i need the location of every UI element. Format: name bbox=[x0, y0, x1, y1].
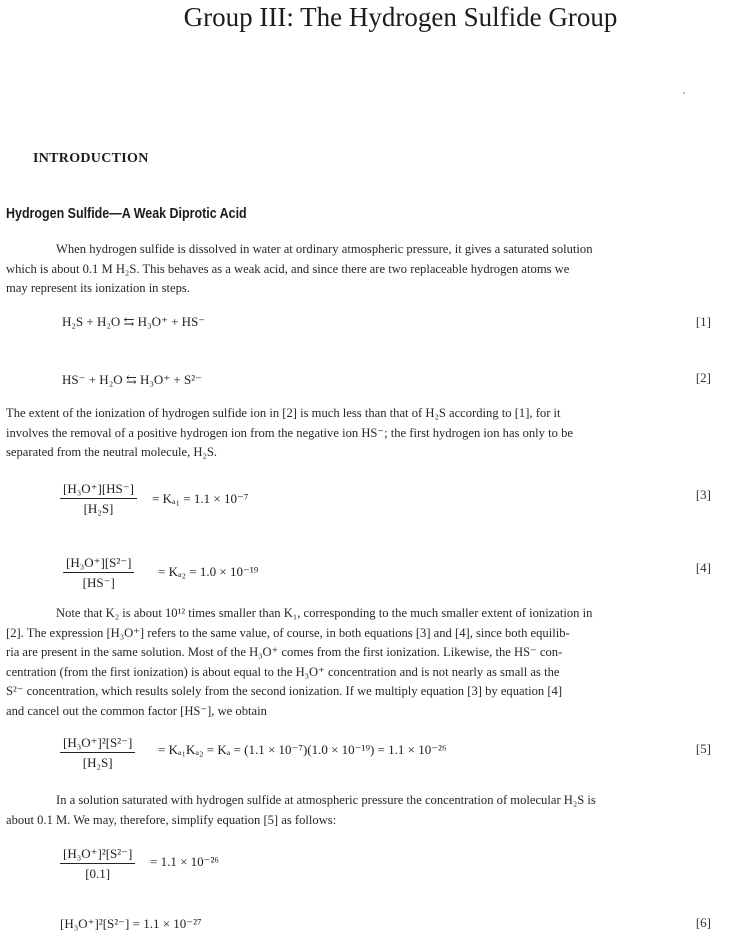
paragraph-line: When hydrogen sulfide is dissolved in water at ordinary atmospheric pressure, it gives a saturated solution bbox=[56, 242, 593, 256]
paragraph-2 bbox=[6, 404, 711, 463]
paragraph-3 bbox=[6, 604, 711, 721]
fraction-bar bbox=[63, 572, 134, 573]
equation-5b-rhs: = 1.1 × 10⁻²⁶ bbox=[150, 854, 219, 869]
paragraph-line: [2]. The expression [H₃O⁺] refers to the same value, of course, in both equations [3] and [4], since both equilib- bbox=[6, 625, 570, 640]
equation-5-numerator: [H₃O⁺]²[S²⁻] bbox=[63, 735, 133, 750]
equation-6-tag: [6] bbox=[695, 915, 711, 930]
paragraph-line: In a solution saturated with hydrogen sulfide at atmospheric pressure the concentration of molecular H₂S is bbox=[56, 793, 596, 807]
paragraph-1 bbox=[6, 240, 711, 299]
equation-5b-denominator: [0.1] bbox=[85, 866, 111, 881]
paragraph-line: and cancel out the common factor [HS⁻], we obtain bbox=[6, 703, 267, 718]
page-title: Group III: The Hydrogen Sulfide Group bbox=[183, 2, 618, 32]
equation-4-tag: [4] bbox=[695, 560, 711, 575]
paragraph-line: about 0.1 M. We may, therefore, simplify equation [5] as follows: bbox=[6, 812, 337, 827]
paragraph-line: involves the removal of a positive hydrogen ion from the negative ion HS⁻; the first hydrogen ion has only to be bbox=[6, 425, 573, 440]
equation-3-fraction bbox=[60, 481, 137, 517]
equation-5-rhs: = Kₐ₁Kₐ₂ = Kₐ = (1.1 × 10⁻⁷)(1.0 × 10⁻¹⁹) = 1.1 × 10⁻²⁶ bbox=[158, 742, 447, 757]
paragraph-line: S²⁻ concentration, which results solely from the second ionization. If we multiply equation [3] by equation [4] bbox=[6, 684, 563, 698]
equation-5-denominator: [H₂S] bbox=[82, 755, 113, 770]
paragraph-line: ria are present in the same solution. Most of the H₃O⁺ comes from the first ionization. Likewise, the HS⁻ con- bbox=[6, 645, 563, 659]
paragraph-line: separated from the neutral molecule, H₂S. bbox=[6, 445, 218, 459]
equation-1-tag: [1] bbox=[695, 314, 711, 329]
equation-5-tag: [5] bbox=[695, 741, 711, 756]
equation-5-fraction bbox=[60, 735, 135, 771]
scan-speck bbox=[683, 92, 685, 94]
paragraph-line: The extent of the ionization of hydrogen sulfide ion in [2] is much less than that of H₂S according to [1], for it bbox=[6, 406, 561, 420]
equation-6: [H₃O⁺]²[S²⁻] = 1.1 × 10⁻²⁷ bbox=[60, 916, 202, 931]
equation-3-numerator: [H₃O⁺][HS⁻] bbox=[63, 481, 134, 496]
fraction-bar bbox=[60, 863, 135, 864]
fraction-bar bbox=[60, 752, 135, 753]
equation-2-tag: [2] bbox=[695, 370, 711, 385]
equation-3-denominator: [H₂S] bbox=[83, 501, 114, 516]
equation-4-denominator: [HS⁻] bbox=[82, 575, 115, 590]
paragraph-line: which is about 0.1 M H₂S. This behaves as a weak acid, and since there are two replaceable hydrogen atoms we bbox=[6, 261, 570, 276]
fraction-bar bbox=[60, 498, 137, 499]
equation-5b-fraction bbox=[60, 846, 135, 882]
subsection-heading: Hydrogen Sulfide—A Weak Diprotic Acid bbox=[6, 206, 247, 222]
paragraph-line: may represent its ionization in steps. bbox=[6, 281, 190, 295]
section-heading: INTRODUCTION bbox=[33, 151, 149, 166]
equation-4-rhs: = Kₐ₂ = 1.0 × 10⁻¹⁹ bbox=[158, 564, 259, 579]
equation-3-tag: [3] bbox=[695, 487, 711, 502]
equation-4-fraction bbox=[63, 555, 134, 591]
paragraph-line: centration (from the first ionization) is about equal to the H₃O⁺ concentration and is not nearly as small as the bbox=[6, 664, 560, 679]
paragraph-line: Note that K₂ is about 10¹² times smaller than K₁, corresponding to the much smaller extent of ionization in bbox=[56, 606, 593, 620]
equation-3-rhs: = Kₐ₁ = 1.1 × 10⁻⁷ bbox=[152, 491, 249, 506]
equation-4-numerator: [H₃O⁺][S²⁻] bbox=[66, 555, 132, 570]
paragraph-4 bbox=[6, 791, 711, 830]
equation-2: HS⁻ + H₂O ⇆ H₃O⁺ + S²⁻ bbox=[62, 372, 203, 387]
equation-5b-numerator: [H₃O⁺]²[S²⁻] bbox=[63, 846, 133, 861]
equation-1: H₂S + H₂O ⇆ H₃O⁺ + HS⁻ bbox=[62, 314, 206, 329]
